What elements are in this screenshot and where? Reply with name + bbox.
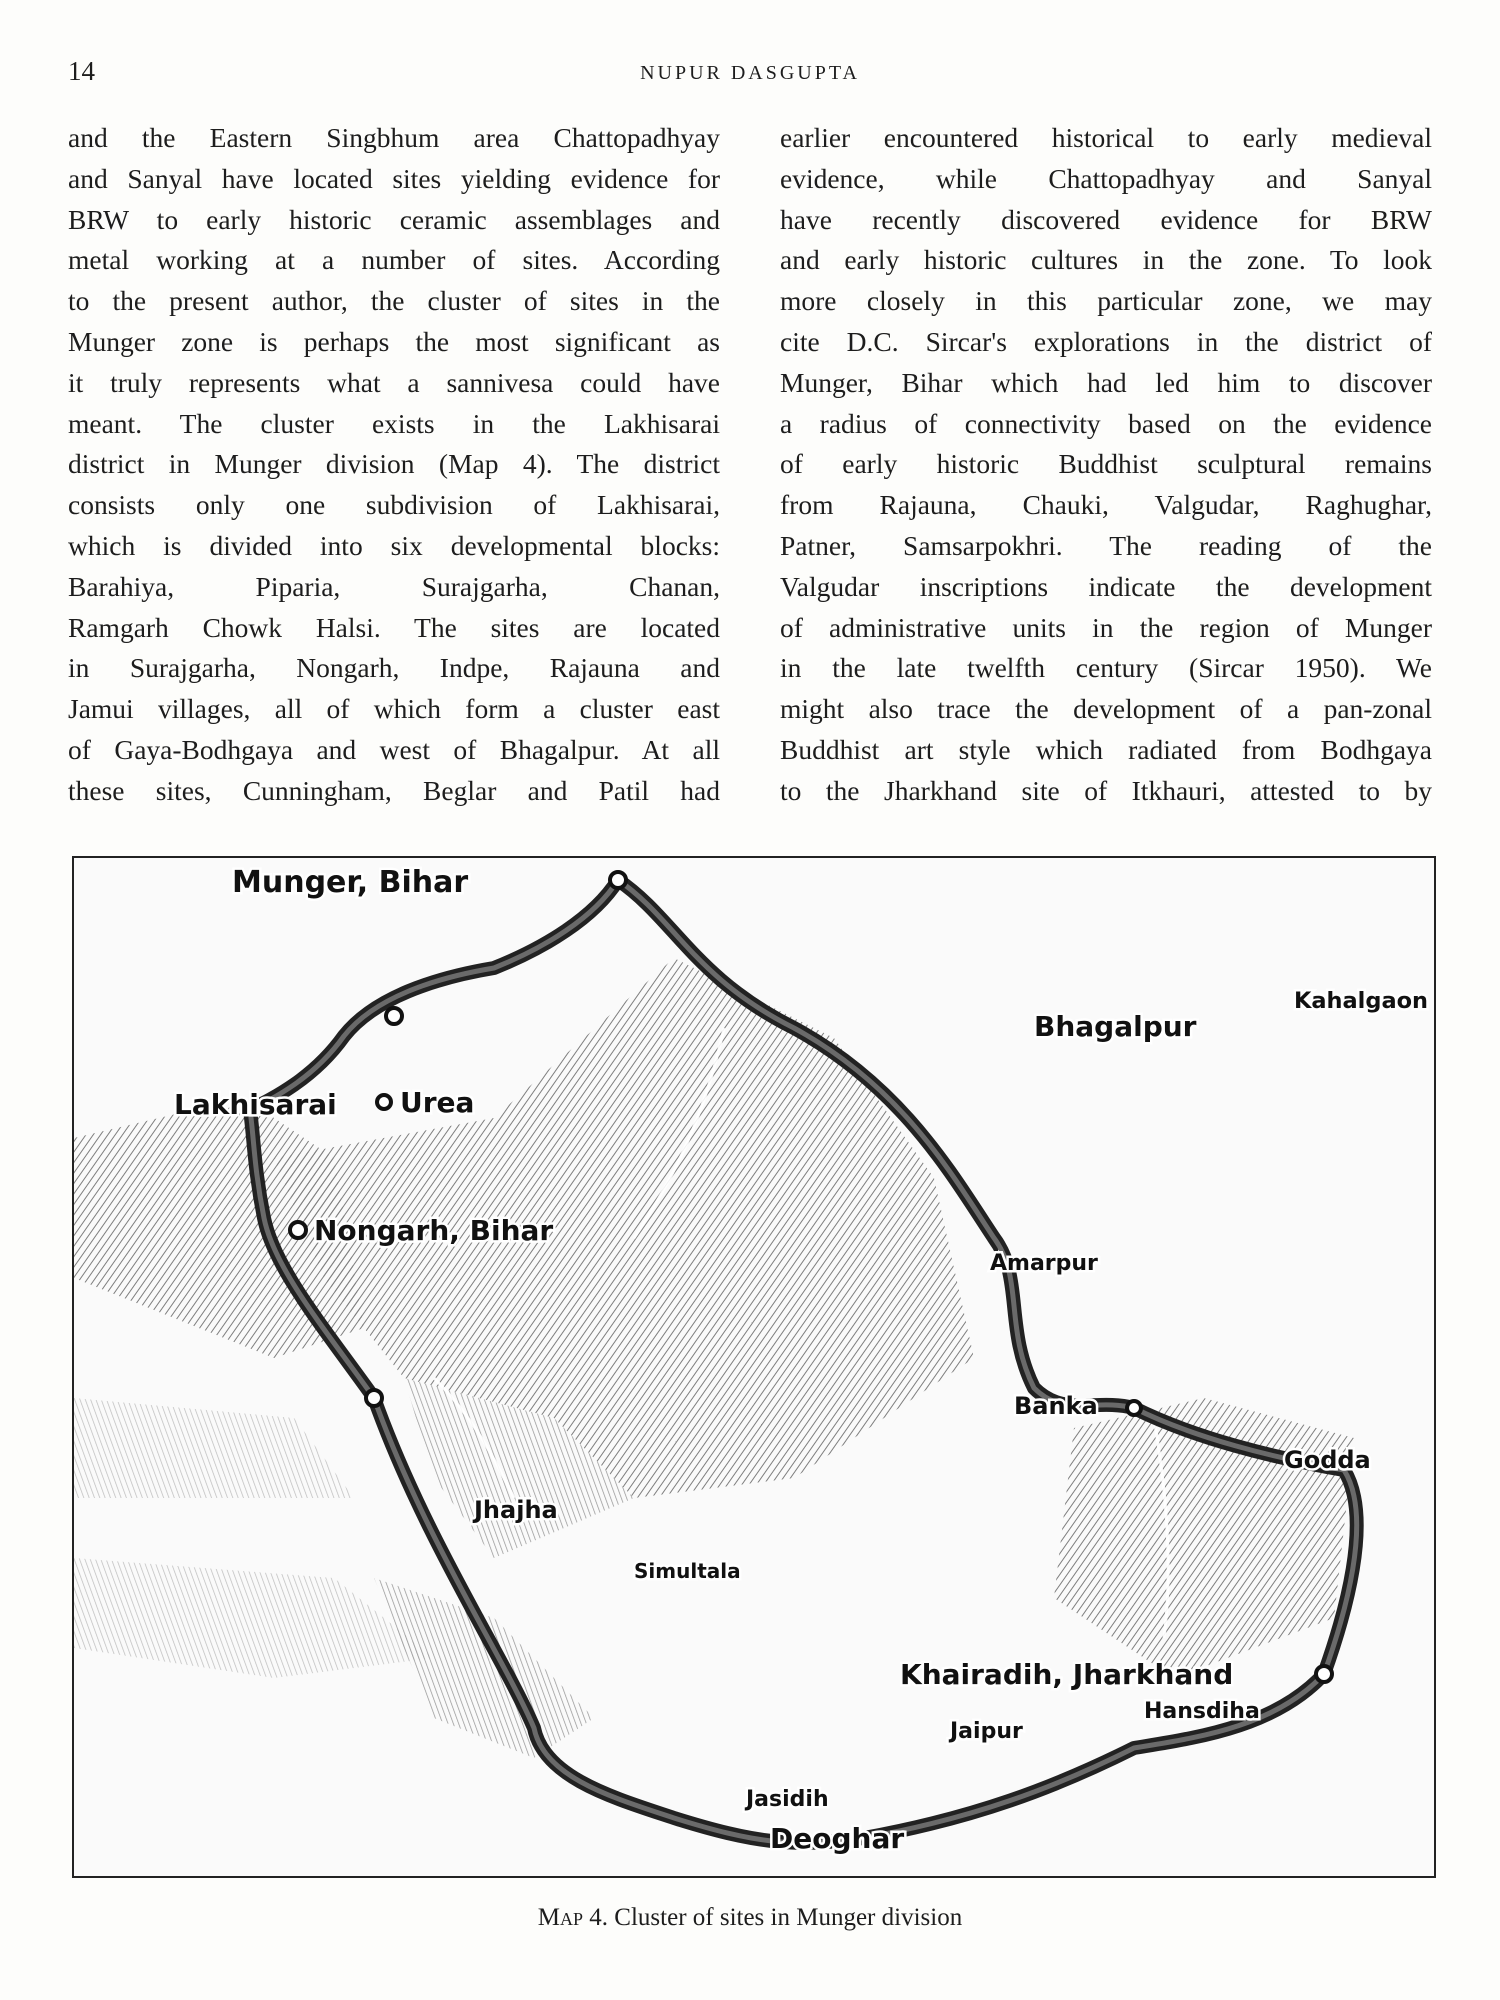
plains-southwest-2 (74, 1558, 434, 1678)
marker-banka (1127, 1401, 1141, 1415)
text-line: meant. The cluster exists in the Lakhisarai (68, 407, 720, 439)
marker-urea (377, 1095, 391, 1109)
text-line: Ramgarh Chowk Halsi. The sites are located (68, 611, 720, 643)
text-line: Buddhist art style which radiated from Bodhgaya (780, 733, 1432, 765)
text-line: Munger, Bihar which had led him to discover (780, 366, 1432, 398)
label-jasidih: Jasidih (746, 1787, 829, 1812)
map-figure (72, 856, 1436, 1878)
label-urea: Urea (400, 1086, 475, 1119)
body-text (68, 118, 1432, 818)
text-line: consists only one subdivision of Lakhisarai, (68, 489, 720, 521)
text-line: to the Jharkhand site of Itkhauri, attested to by (780, 774, 1432, 806)
text-line: have recently discovered evidence for BRW (780, 203, 1432, 235)
label-munger: Munger, Bihar (232, 865, 469, 900)
text-line: and early historic cultures in the zone. To look (780, 244, 1432, 276)
text-line: in Surajgarha, Nongarh, Indpe, Rajauna and (68, 652, 720, 684)
text-line: Barahiya, Piparia, Surajgarha, Chanan, (68, 570, 720, 602)
text-line: of early historic Buddhist sculptural remains (780, 448, 1432, 480)
running-head: NUPUR DASGUPTA (640, 62, 860, 84)
marker-munger (610, 872, 626, 888)
label-khairadih: Khairadih, Jharkhand (900, 1658, 1234, 1691)
right-column (780, 118, 1432, 812)
marker-north (386, 1008, 402, 1024)
text-line: more closely in this particular zone, we may (780, 285, 1432, 317)
text-line: which is divided into six developmental blocks: (68, 529, 720, 561)
text-line: from Rajauna, Chauki, Valgudar, Raghughar, (780, 489, 1432, 521)
label-hansdiha: Hansdiha (1144, 1699, 1260, 1724)
left-column (68, 118, 720, 812)
label-kahalgaon: Kahalgaon (1294, 989, 1428, 1014)
label-bhagalpur: Bhagalpur (1034, 1010, 1197, 1043)
text-line: of Gaya-Bodhgaya and west of Bhagalpur. At all (68, 733, 720, 765)
map-svg (74, 858, 1436, 1878)
label-godda: Godda (1284, 1446, 1371, 1474)
text-line: BRW to early historic ceramic assemblages and (68, 203, 720, 235)
label-deoghar: Deoghar (770, 1822, 905, 1855)
text-line: to the present author, the cluster of sites in the (68, 285, 720, 317)
marker-nongarh (290, 1222, 306, 1238)
plains-southwest (74, 1398, 354, 1498)
terrain-shading (74, 958, 1354, 1758)
text-line: Munger zone is perhaps the most significant as (68, 325, 720, 357)
text-line: and the Eastern Singbhum area Chattopadhyay (68, 122, 720, 153)
label-simultala: Simultala (634, 1559, 741, 1583)
marker-khairadih (1316, 1666, 1332, 1682)
caption-text: Cluster of sites in Munger division (614, 1904, 963, 1931)
text-line: in the late twelfth century (Sircar 1950). We (780, 652, 1432, 684)
text-line: Valgudar inscriptions indicate the development (780, 570, 1432, 602)
text-line: a radius of connectivity based on the evidence (780, 407, 1432, 439)
label-amarpur: Amarpur (990, 1251, 1098, 1276)
label-jhajha: Jhajha (474, 1496, 558, 1524)
text-line: evidence, while Chattopadhyay and Sanyal (780, 162, 1432, 194)
label-lakhisarai: Lakhisarai (174, 1088, 337, 1121)
label-jaipur: Jaipur (950, 1719, 1023, 1744)
text-line: it truly represents what a sannivesa could have (68, 366, 720, 398)
text-line: of administrative units in the region of Munger (780, 611, 1432, 643)
page-number: 14 (68, 56, 95, 86)
text-line: district in Munger division (Map 4). The district (68, 448, 720, 480)
text-line: Patner, Samsarpokhri. The reading of the (780, 529, 1432, 561)
page-header (68, 56, 1432, 92)
text-line: metal working at a number of sites. According (68, 244, 720, 276)
text-line: these sites, Cunningham, Beglar and Patil had (68, 774, 720, 806)
figure-caption (0, 1904, 1500, 1932)
text-line: might also trace the development of a pan-zonal (780, 693, 1432, 725)
label-nongarh: Nongarh, Bihar (314, 1214, 554, 1247)
text-line: earlier encountered historical to early medieval (780, 122, 1432, 153)
marker-west (366, 1390, 382, 1406)
hills-southcentral (374, 1578, 594, 1758)
text-line: Jamui villages, all of which form a cluster east (68, 693, 720, 725)
text-line: and Sanyal have located sites yielding evidence for (68, 162, 720, 194)
caption-label: Map 4. (537, 1904, 609, 1931)
text-line: cite D.C. Sircar's explorations in the district of (780, 325, 1432, 357)
label-banka: Banka (1014, 1392, 1098, 1420)
